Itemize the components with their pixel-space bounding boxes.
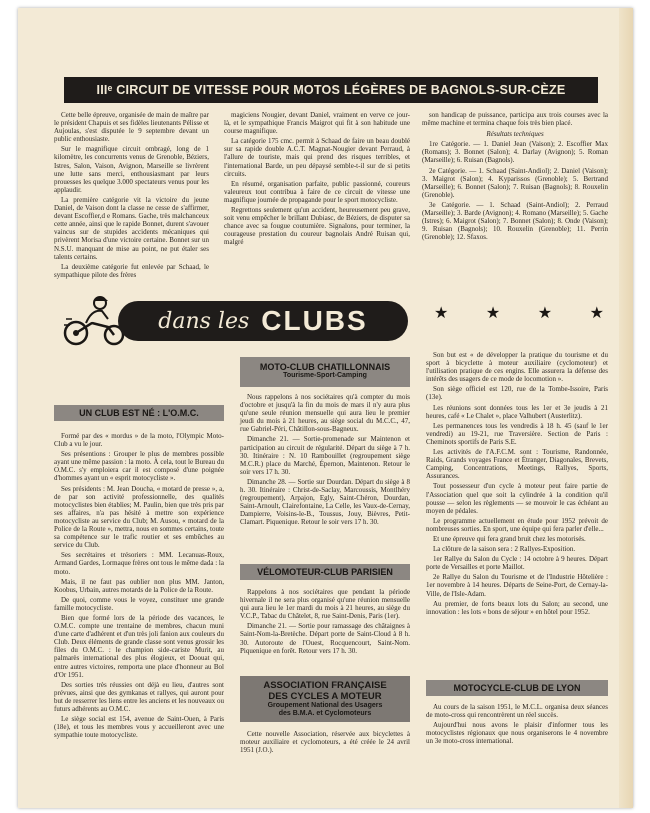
article-column-1 (54, 111, 209, 281)
afcm-paragraph: Cette nouvelle Association, réservée aux bicyclettes à moteur auxiliaire et cyclomoteurs, a été créée le 24 avril 1951 (J.O.). (240, 730, 410, 755)
omc-paragraph: De quoi, comme vous le voyez, constituer une grande famille motocycliste. (54, 595, 224, 612)
omc-paragraph: Bien que formé lors de la période des vacances, le O.M.C. compte une trentaine de membres, chacun muni d'une carte d'adhérent et d'un très joli fanion aux couleurs du Club. Deux éléments de grande classe sont venus grossir les files du O.M.C. : le champion side-cariste Murit, au palmarès international des plus élogieux, et Doouat qui, entre autres victoires, remporta une place d'honneur au Bol d'Or 1951. (54, 613, 224, 679)
omc-column (54, 432, 224, 741)
omc-paragraph: Ses secrétaires et trésoriers : MM. Lecanuas-Roux, Armand Gardes, Lormaque frères ont tous le même dada : la moto. (54, 551, 224, 576)
afcm-subtitle-1: Groupement National des Usagers (267, 702, 383, 709)
results-entry: 1re Catégorie. — 1. Daniel Jean (Vaison); 2. Escoffier Max (Romans); 3. Bonnet (Salon); 4. Darlay (Avignon); 5. Roman (Marseille); 6. Ruisan (Bagnols). (422, 140, 608, 165)
lyon-title: MOTOCYCLE-CLUB DE LYON (453, 683, 581, 693)
lyon-header (426, 680, 608, 696)
results-title: Résultats techniques (486, 130, 544, 139)
afcm-title-2: DES CYCLES A MOTEUR (268, 691, 382, 702)
afcm-paragraph: Le programme actuellement en étude pour 1952 prévoit de nombreuses sorties. En sport, une équipe qui fera parler d'elle... (426, 516, 608, 533)
lyon-paragraph: Au cours de la saison 1951, le M.C.L. organisa deux séances de moto-cross qui rencontrèrent un réel succès. (426, 703, 608, 720)
star-icon: ★ (537, 305, 553, 322)
article-column-2 (224, 111, 410, 249)
chatillon-paragraph: Nous rappelons à nos sociétaires qu'à compter du mois d'octobre et jusqu'à la fin du mois de mars il n'y aura plus qu'une seule réunion mensuelle qui aura lieu le premier jeudi du mois à 21 heures, au siège social du M.C.C., 47, rue Gabriel-Péri, Châtillon-sous-Bagneux. (240, 393, 410, 434)
article-paragraph: son handicap de puissance, participa aux trois courses avec la même machine et termina chaque fois très bien placé. (422, 111, 608, 128)
parisien-paragraph: Rappelons à nos sociétaires que pendant la période hivernale il ne sera plus organisé qu'une réunion mensuelle qui aura lieu le 1er mardi du mois à 21 heures, au siège du V.C.P., Tabac du Châtelet, 8, rue Saint-Denis, Paris (1er). (240, 588, 410, 621)
afcm-paragraph: La clôture de la saison sera : 2 Rallyes-Exposition. (433, 545, 576, 554)
article-paragraph: La deuxième catégorie fut enlevée par Schaad, le sympathique pilote des frères (54, 262, 209, 279)
omc-paragraph: Le siège social est 154, avenue de Saint-Ouen, à Paris (18e), et tous les membres vous y accueilleront avec une sympathie toute motocycliste. (54, 715, 224, 740)
afcm-paragraph: 1er Rallye du Salon du Cycle : 14 octobre à 9 heures. Départ porte de Versailles et porte Maillot. (426, 555, 608, 572)
chatillon-header (240, 357, 410, 387)
omc-paragraph: Mais, il ne faut pas oublier non plus MM. Janton, Koobus, Urbain, autres motards de la Police de la Route. (54, 577, 224, 594)
lyon-column (426, 703, 608, 747)
omc-paragraph: Formé par des « mordus » de la moto, l'Olympic Moto-Club a vu le jour. (54, 432, 224, 449)
results-entry: 3e Catégorie. — 1. Schaad (Saint-Andiol); 2. Perraud (Marseille); 3. Barde (Avignon); 4. Romano (Marseille); 5. Gache (Istres); 6. Maigrot (Salon); 7. Bonnet (Salon); 8. Onde (Vaison); 9. Ruisan (Bagnols); 10. Rouxelin (Grenoble); 11. Perrin (Grenoble); 12. Sfaxos. (422, 200, 608, 242)
omc-title: UN CLUB EST NÉ : L'O.M.C. (79, 408, 199, 418)
results-entry: 2e Catégorie. — 1. Schaad (Saint-Andiol); 2. Daniel (Vaison); 3. Maigrot (Salon); 4. Kyparissos (Grenoble); 5. Bertrand (Marseille); 6. Bonnet (Salon); 7. Ruisan (Bagnols); 8. Rouxelin (Grenoble). (422, 166, 608, 199)
omc-paragraph: Ses présentions : Grouper le plus de membres possible ayant une même passion : la moto. À cela, tout le Bureau du O.M.C. s'y emploiera car il est composé d'une poignée d'hommes ayant un « esprit motocycliste ». (54, 450, 224, 483)
star-icon: ★ (434, 305, 449, 322)
parisien-paragraph: Dimanche 21. — Sortie pour ramassage des châtaignes à Saint-Nom-la-Bretèche. Départ porte de Saint-Cloud à 8 h. 30. Autoroute de l'Ouest, Rocquencourt, Saint-Nom. Piquenique en forêt. Retour vers 17 h. 30. (240, 622, 410, 655)
afcm-paragraph: 2e Rallye du Salon du Tourisme et de l'Industrie Hôtelière : 1er novembre à 14 heures. Départs de Seine-Port, de Cernay-la-Ville, de l'Isle-Adam. (426, 573, 608, 598)
magazine-page (18, 8, 633, 808)
afcm-paragraph: Les permanences tous les vendredis à 18 h. 45 (sauf le 1er vendredi) au 19-21, rue Traversière. Section de Paris : Cheminots sportifs de Paris S.E. (426, 421, 608, 446)
clubs-logo-banner (118, 301, 408, 341)
clubs-logo-title: CLUBS (261, 305, 368, 336)
article-paragraph: En résumé, organisation parfaite, public passionné, coureurs valeureux tout contribua à faire de ce circuit de vitesse une magnifique journée de propagande pour le sport motocycliste. (224, 179, 410, 204)
omc-paragraph: Ses présidents : M. Jean Doucha, « motard de presse », a, de par son activité professionnelle, des qualités motocyclistes bien établies; M. Paulin, bien que très pris par ses affaires, n'a pas hésité à mettre son expérience motocycliste au service du Club; M. Ausou, « motard de la Police de la Route », mettra, nous en sommes certains, toute sa compétence sur le trafic routier et ses embûches au service du Club. (54, 484, 224, 550)
afcm-column (240, 730, 410, 756)
article-paragraph: La première catégorie vit la victoire du jeune Daniel, de Vaison dont la classe ne cesse de s'affirmer, devant Escoffier,d e Romans. Gache, très malchanceux cette année, ainsi que le rapide Bonnet, durent s'avouer vaincus sur de stupides accidents mécaniques qui privèrent Morisa d'une victoire certaine. Bonnet sur un N.S.U. manquant de mise au point, ne put étaler ses talents certains. (54, 195, 209, 261)
afcm-paragraph: Les activités de l'A.F.C.M. sont : Tourisme, Randonnée, Raids, Grands voyages France et Étranger, Diagonales, Brevets, Camping, Concentrations, Meetings, Rallyes, Sports, Assurances. (426, 448, 608, 481)
afcm-title-1: ASSOCIATION FRANÇAISE (263, 680, 387, 691)
chatillon-paragraph: Dimanche 28. — Sortie sur Dourdan. Départ du siège à 8 h. 30. Itinéraire : Christ-de-Saclay, Marcoussis, Montlhéry (regroupement), Arpajon, Egly, Saint-Chéron, Dourdan, Saint-Arnoult, Clairefontaine, La Celle, les Vaux-de-Cernay, Dampierre, Voisins-le-B., Toussus, Jouy, Bièvres, Petit-Clamart. Piquenique. Retour le soir vers 17 h. 30. (240, 477, 410, 527)
afcm-header (240, 676, 410, 722)
afcm-paragraph: Et une épreuve qui fera grand bruit chez les motorisés. (433, 534, 586, 543)
afcm-continued-column (426, 351, 608, 618)
chatillon-column (240, 393, 410, 529)
clubs-logo-script: dans les (158, 308, 250, 334)
omc-paragraph: Des sorties très réussies ont déjà eu lieu, d'autres sont prévues, ainsi que des gymkanas et rallyes, qui auront pour but de resserrer les liens entre les anciens et les nouveaux ou futurs adhérents au O.M.C. (54, 680, 224, 713)
afcm-paragraph: Son but est « de développer la pratique du tourisme et du sport à bicyclette à moteur auxiliaire (cyclomoteur) et l'utilisation pratique de ces engins. Elle assurera la défense des intérêts des usagers de ce mode de locomotion ». (426, 351, 608, 384)
article-paragraph: magiciens Nougier, devant Daniel, vraiment en verve ce jour-là, et le sympathique Francis Maigrot qui fit à son habitude une course magnifique. (224, 111, 410, 136)
afcm-paragraph: Tout possesseur d'un cycle à moteur peut faire partie de l'Association quel que soit la cylindrée à la condition qu'il pousse — selon les règlements — se mouvoir le cas échéant au moyen de pédales. (426, 482, 608, 515)
article-banner: IIIᵉ CIRCUIT DE VITESSE POUR MOTOS LÉGÈRES DE BAGNOLS-SUR-CÈZE (64, 77, 598, 103)
article-paragraph: Regrettons seulement qu'un accident, heureusement peu grave, soit venu empêcher le brillant Dubiasc, de Béziers, de disputer sa chance avec sa fougue coutumière. Signalons, pour terminer, la courageuse prestation du coureur bagnolais André Ruisan qui, malgré (224, 206, 410, 247)
afcm-paragraph: Son siège officiel est 120, rue de la Tombe-Issoire, Paris (13e). (426, 385, 608, 402)
article-paragraph: Cette belle épreuve, organisée de main de maître par le président Chapuis et ses fidèles lieutenants Pélisse et Aujoulas, s'est disputée le 9 septembre devant un public enthousiaste. (54, 111, 209, 144)
parisien-header (240, 564, 410, 580)
star-icon: ★ (485, 305, 501, 322)
article-paragraph: Sur le magnifique circuit ombragé, long de 1 kilomètre, les concurrents venus de Grenoble, Béziers, Istres, Salon, Vaison, Avignon, Marseille se livrèrent une lutte sans merci, enthousiasmant par leurs prouesses les quelque 3.000 spectateurs venus pour les applaudir. (54, 145, 209, 194)
star-icon: ★ (589, 305, 604, 322)
chatillon-subtitle: Tourisme-Sport-Camping (283, 372, 367, 379)
parisien-title: VÉLOMOTEUR-CLUB PARISIEN (257, 567, 393, 577)
afcm-paragraph: Au premier, de forts beaux lots du Salon; au second, une innovation : les lots « bons de séjour » en hôtel pour 1952. (426, 599, 608, 616)
lyon-paragraph: Aujourd'hui nous avons le plaisir d'informer tous les motocyclistes régionaux que nous organiserons le 4 novembre un 3e moto-cross international. (426, 721, 608, 746)
chatillon-title: MOTO-CLUB CHATILLONNAIS (259, 362, 391, 372)
stars-separator (434, 303, 604, 323)
article-paragraph: La catégorie 175 cmc. permit à Schaad de faire un beau doublé sur sa rapide double A.C.T. Magnat-Nougier devant Perraud, à l'allure de touriste, mais qui prend des risques terribles, et l'international Barde, un peu dépaysé semble-t-il sur de si petits circuits. (224, 137, 410, 178)
parisien-column (240, 588, 410, 657)
article-column-3 (422, 111, 608, 243)
page-edge (619, 8, 633, 808)
afcm-paragraph: Les réunions sont données tous les 1er et 3e jeudis à 21 heures, café « Le Chalet », place Valhubert (Austerlitz). (426, 403, 608, 420)
clubs-logo (62, 295, 410, 353)
chatillon-paragraph: Dimanche 21. — Sortie-promenade sur Maintenon et participation au circuit de régularité. Départ du siège à 7 h. 30. Itinéraire : N. 10 Rambouillet (regroupement siège M.C.R.) place du Marché, Épernon, Maintenon. Retour le soir vers 17 h. 30. (240, 435, 410, 476)
afcm-subtitle-2: des B.M.A. et Cyclomoteurs (278, 710, 372, 717)
omc-header (54, 405, 224, 421)
